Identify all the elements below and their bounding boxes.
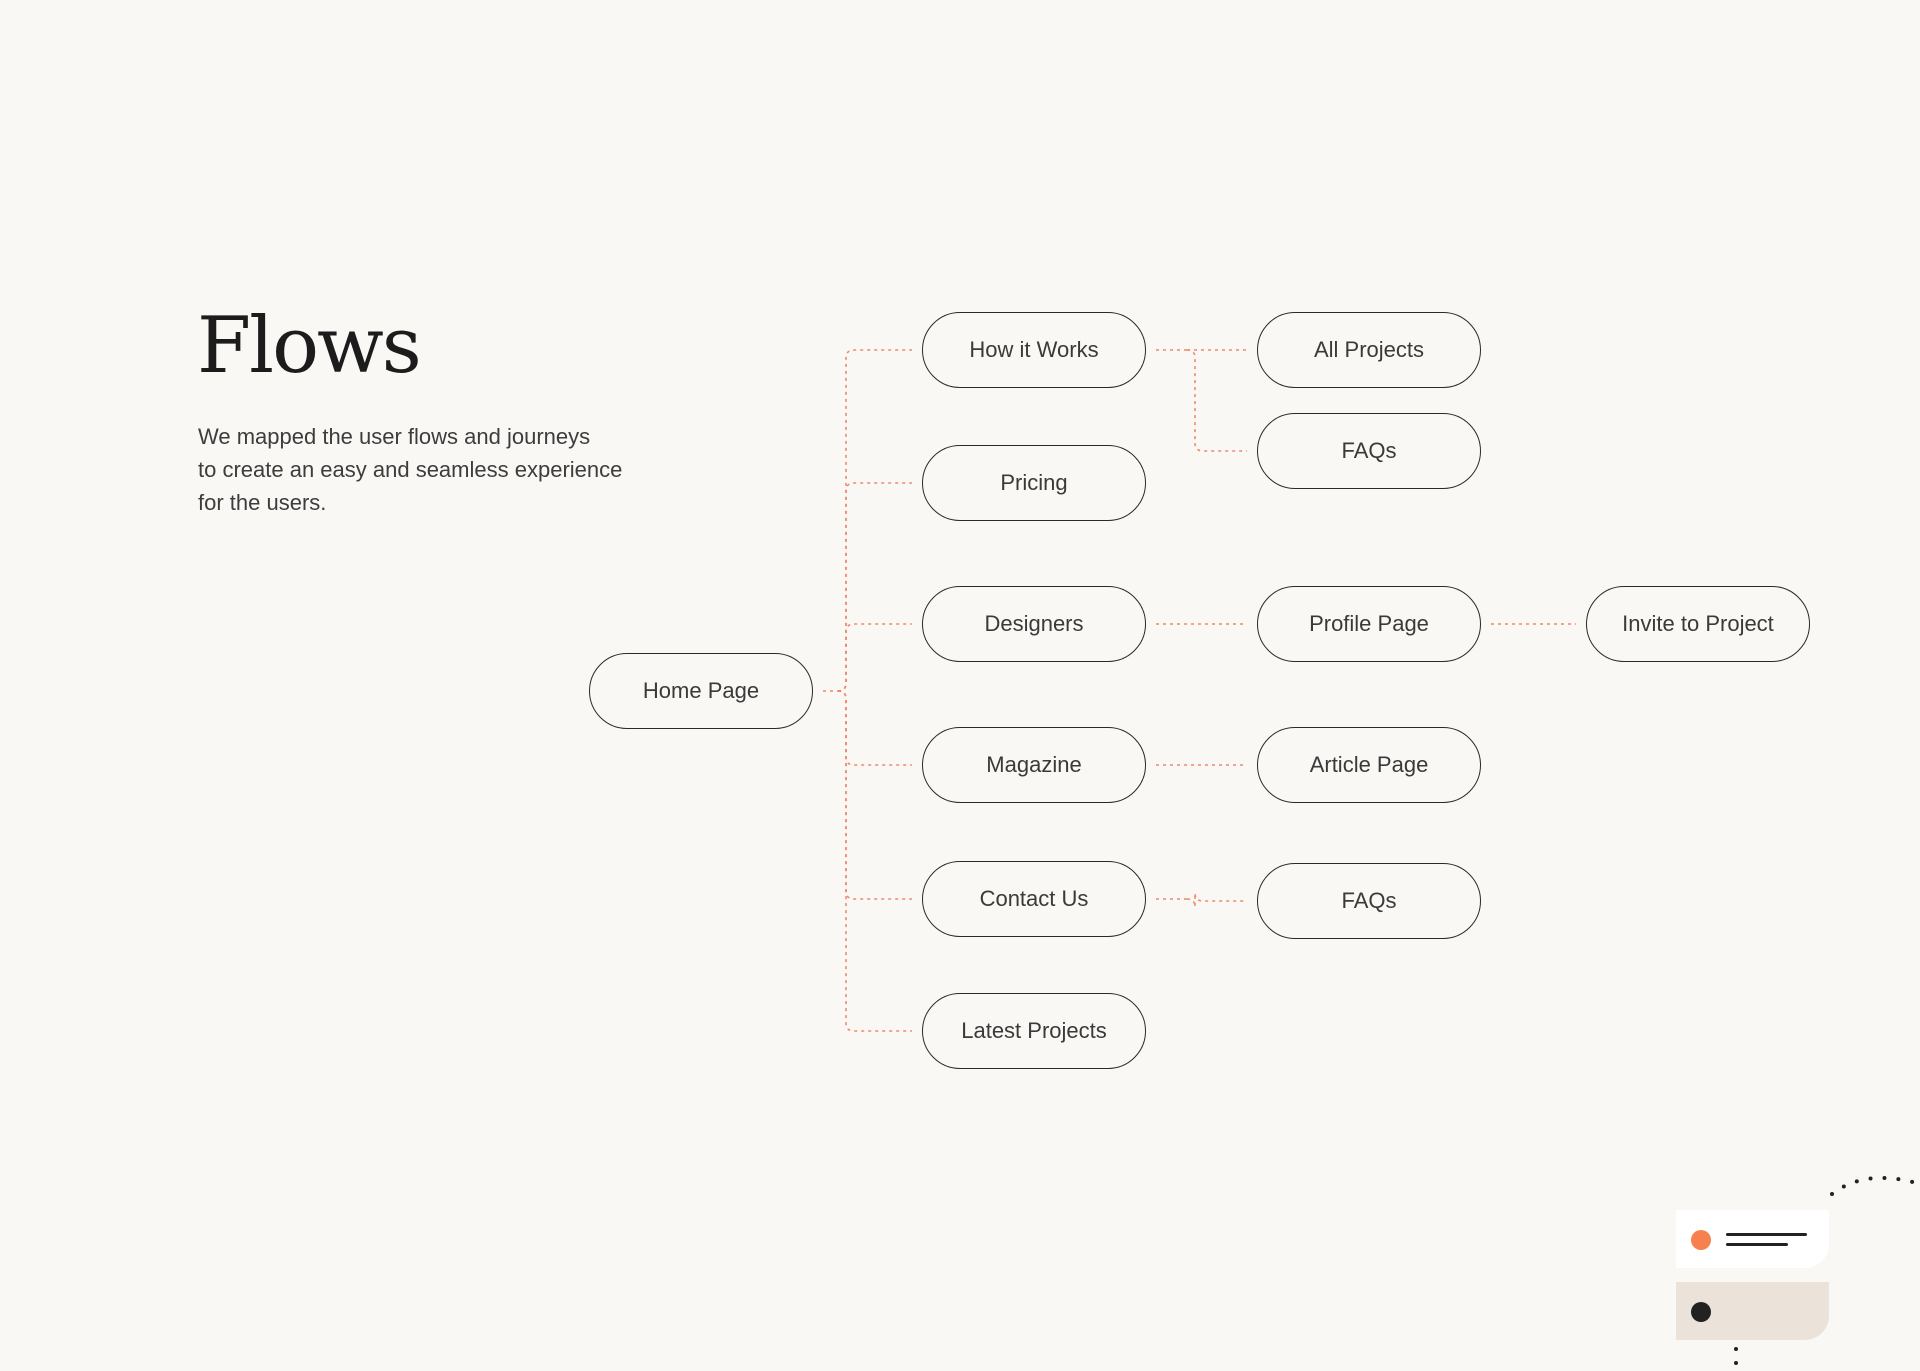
dark-dot-icon [1691, 1302, 1711, 1322]
text-lines-icon [1726, 1233, 1807, 1236]
illustration-card-beige [1676, 1282, 1829, 1340]
node-article-page[interactable]: Article Page [1257, 727, 1481, 803]
node-magazine[interactable]: Magazine [922, 727, 1146, 803]
connector-contact_us-faqs_2 [1187, 893, 1247, 907]
connector-how_it_works-faqs_1 [1187, 350, 1247, 451]
connector-home-pricing [838, 483, 912, 691]
illustration-card-white [1676, 1210, 1829, 1268]
node-all-projects[interactable]: All Projects [1257, 312, 1481, 388]
node-faqs-how-it-works[interactable]: FAQs [1257, 413, 1481, 489]
node-designers[interactable]: Designers [922, 586, 1146, 662]
node-faqs-contact[interactable]: FAQs [1257, 863, 1481, 939]
decorative-ui-illustration [1676, 1210, 1920, 1371]
connector-home-latest_projects [838, 691, 912, 1031]
text-line-short-icon [1726, 1243, 1788, 1246]
node-contact-us[interactable]: Contact Us [922, 861, 1146, 937]
node-how-it-works[interactable]: How it Works [922, 312, 1146, 388]
page-title: Flows [197, 301, 420, 391]
orange-dot-icon [1691, 1230, 1711, 1250]
page-description [198, 420, 668, 519]
node-latest-projects[interactable]: Latest Projects [922, 993, 1146, 1069]
description-line-1: We mapped the user flows and journeys [198, 424, 591, 449]
connector-home-magazine [838, 691, 912, 765]
description-line-3: for the users. [198, 490, 327, 515]
node-invite-to-project[interactable]: Invite to Project [1586, 586, 1810, 662]
node-home-page[interactable]: Home Page [589, 653, 813, 729]
connector-home-contact_us [838, 691, 912, 899]
node-pricing[interactable]: Pricing [922, 445, 1146, 521]
connector-home-how_it_works [838, 350, 912, 691]
node-profile-page[interactable]: Profile Page [1257, 586, 1481, 662]
description-line-2: to create an easy and seamless experience [198, 457, 623, 482]
connector-home-designers [838, 624, 912, 691]
